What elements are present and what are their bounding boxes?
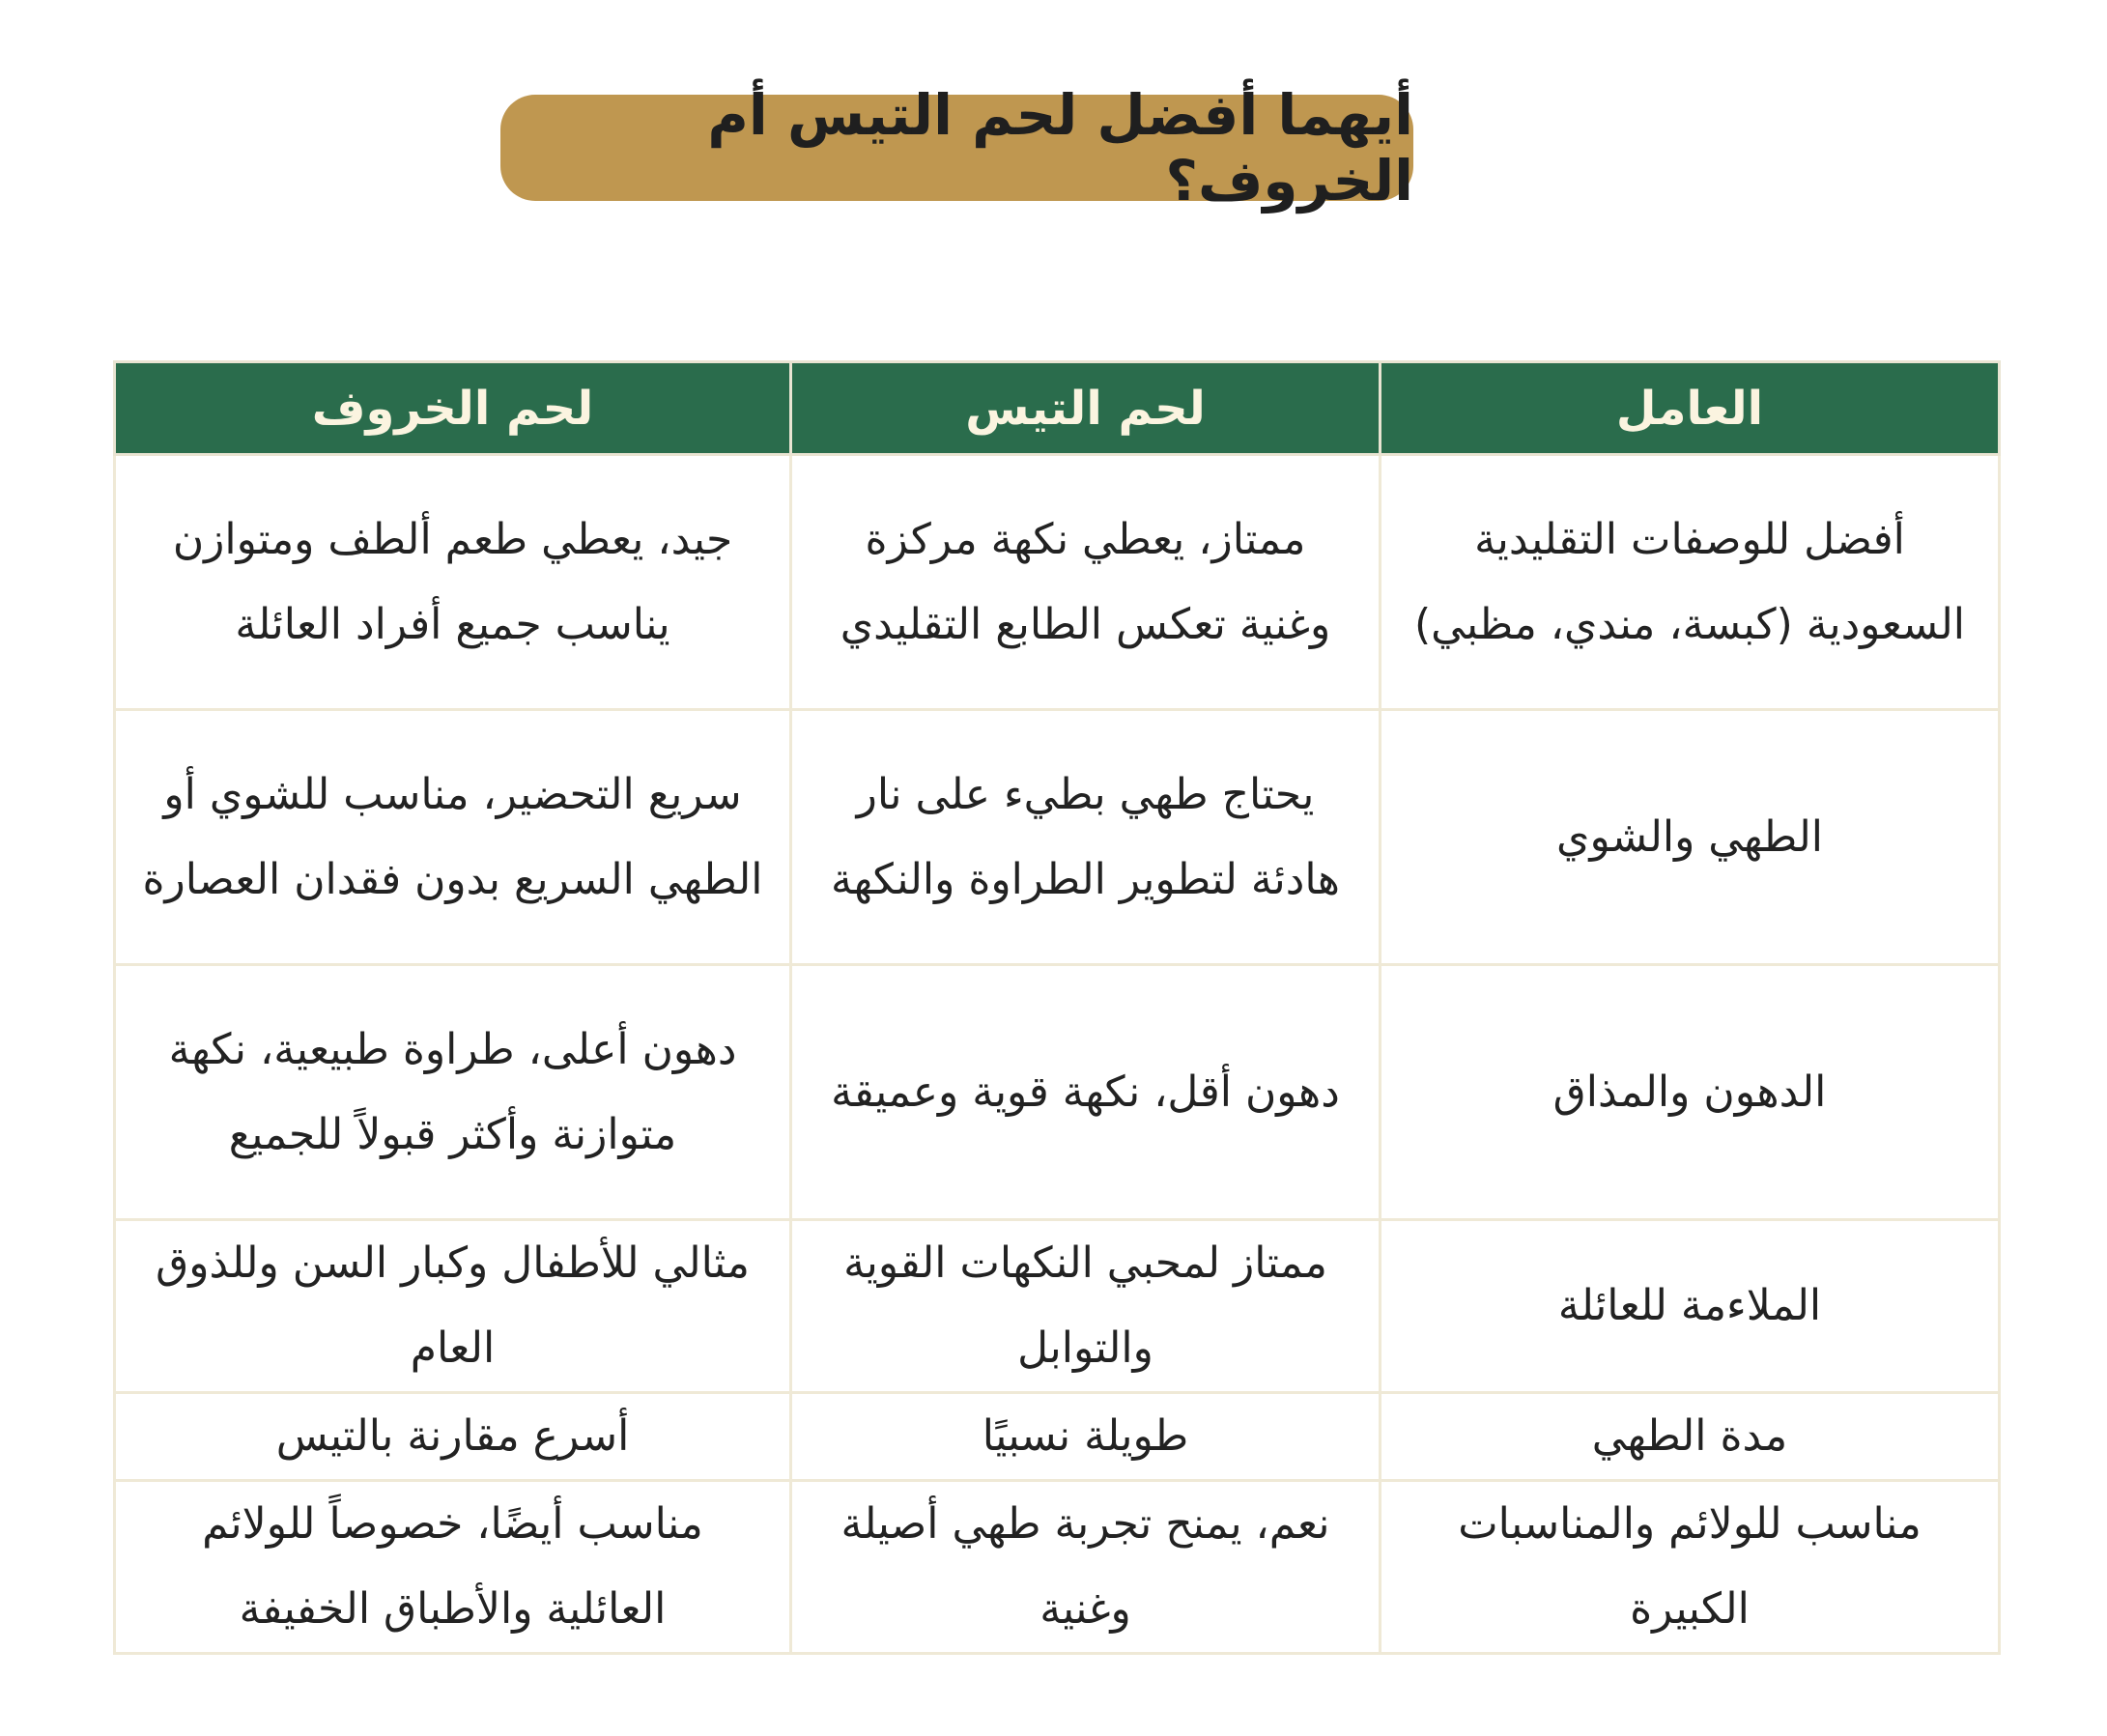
title-banner	[500, 82, 1413, 213]
comparison-table	[113, 360, 2001, 1655]
table-row	[115, 1481, 2000, 1654]
factor-cell: الملاءمة للعائلة	[1381, 1220, 2000, 1393]
table-row	[115, 965, 2000, 1220]
goat-cell: دهون أقل، نكهة قوية وعميقة	[791, 965, 1381, 1220]
lamb-cell: أسرع مقارنة بالتيس	[115, 1393, 791, 1481]
factor-cell: مدة الطهي	[1381, 1393, 2000, 1481]
header-goat-meat: لحم التيس	[791, 362, 1381, 455]
factor-cell: الطهي والشوي	[1381, 710, 2000, 965]
table-row	[115, 1393, 2000, 1481]
lamb-cell: دهون أعلى، طراوة طبيعية، نكهة متوازنة وأكثر قبولاً للجميع	[115, 965, 791, 1220]
goat-cell: ممتاز، يعطي نكهة مركزة وغنية تعكس الطابع التقليدي	[791, 455, 1381, 710]
table-header-row	[115, 362, 2000, 455]
goat-cell: يحتاج طهي بطيء على نار هادئة لتطوير الطراوة والنكهة	[791, 710, 1381, 965]
header-lamb-meat: لحم الخروف	[115, 362, 791, 455]
lamb-cell: سريع التحضير، مناسب للشوي أو الطهي السريع بدون فقدان العصارة	[115, 710, 791, 965]
factor-cell: أفضل للوصفات التقليدية السعودية (كبسة، مندي، مظبي)	[1381, 455, 2000, 710]
lamb-cell: مناسب أيضًا، خصوصاً للولائم العائلية والأطباق الخفيفة	[115, 1481, 791, 1654]
page-title: أيهما أفضل لحم التيس أم الخروف؟	[707, 82, 1413, 213]
lamb-cell: مثالي للأطفال وكبار السن وللذوق العام	[115, 1220, 791, 1393]
factor-cell: الدهون والمذاق	[1381, 965, 2000, 1220]
table-row	[115, 710, 2000, 965]
header-factor: العامل	[1381, 362, 2000, 455]
goat-cell: ممتاز لمحبي النكهات القوية والتوابل	[791, 1220, 1381, 1393]
factor-cell: مناسب للولائم والمناسبات الكبيرة	[1381, 1481, 2000, 1654]
table-row	[115, 1220, 2000, 1393]
goat-cell: نعم، يمنح تجربة طهي أصيلة وغنية	[791, 1481, 1381, 1654]
table-row	[115, 455, 2000, 710]
goat-cell: طويلة نسبيًا	[791, 1393, 1381, 1481]
lamb-cell: جيد، يعطي طعم ألطف ومتوازن يناسب جميع أفراد العائلة	[115, 455, 791, 710]
